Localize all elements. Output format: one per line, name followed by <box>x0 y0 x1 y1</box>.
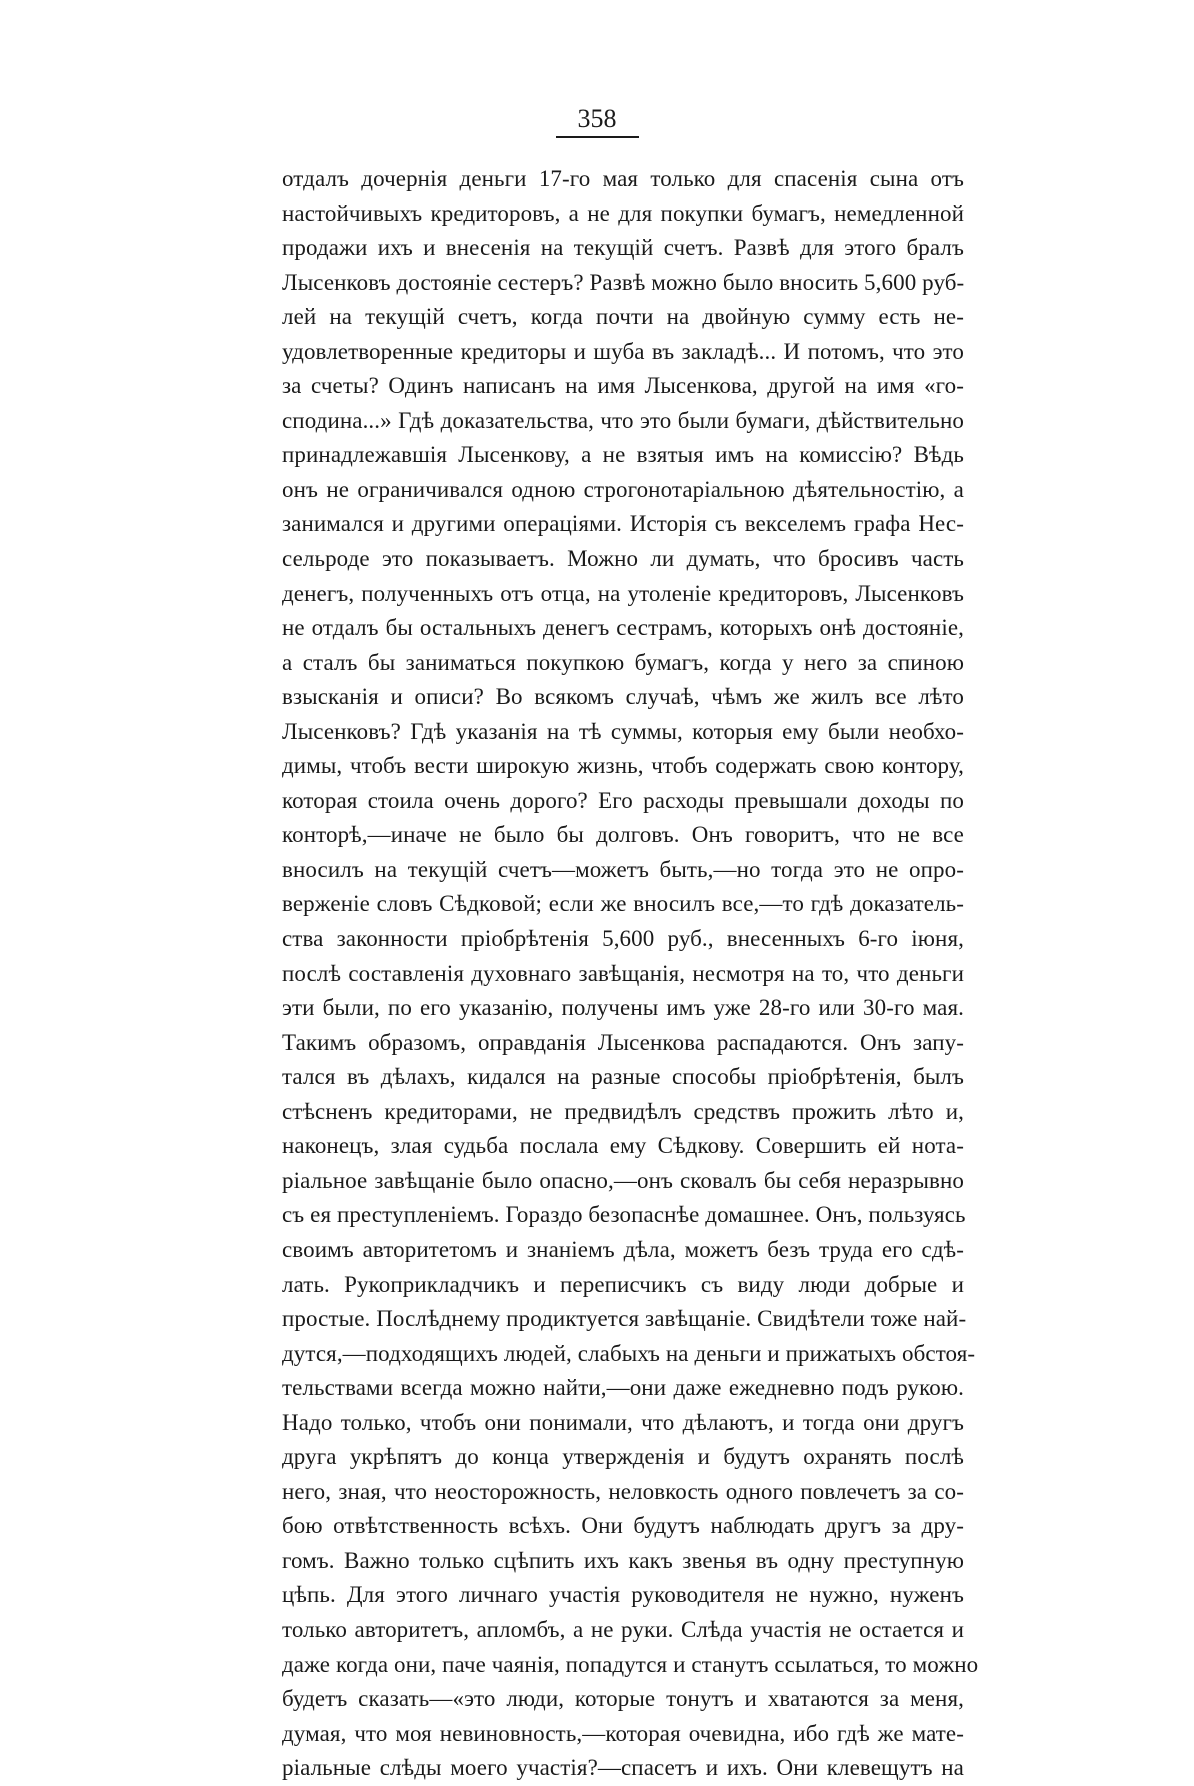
text-line: тельствами всегда можно найти,—они даже ежедневно подъ рукою. <box>282 1375 964 1401</box>
page-number <box>0 104 1194 138</box>
text-line: Надо только, чтобъ они понимали, что дѣлаютъ, и тогда они другъ <box>282 1409 964 1435</box>
text-line: думая, что моя невиновность,—которая очевидна, ибо гдѣ же мате- <box>282 1720 964 1746</box>
text-line: простые. Послѣднему продиктуется завѣщаніе. Свидѣтели тоже най- <box>282 1306 967 1332</box>
text-line: друга укрѣпятъ до конца утвержденія и будутъ охранять послѣ <box>282 1444 964 1470</box>
text-line: ства законности пріобрѣтенія 5,600 руб., внесенныхъ 6-го іюня, <box>282 926 964 952</box>
text-line: только авторитетъ, апломбъ, а не руки. Слѣда участія не остается и <box>282 1616 964 1642</box>
text-line: Такимъ образомъ, оправданія Лысенкова распадаются. Онъ запу- <box>282 1029 964 1055</box>
text-line: лей на текущій счетъ, когда почти на двойную сумму есть не- <box>282 304 964 330</box>
text-line: продажи ихъ и внесенія на текущій счетъ. Развѣ для этого бралъ <box>282 235 964 261</box>
text-line: занимался и другими операціями. Исторія съ векселемъ графа Нес- <box>282 511 964 537</box>
text-line: Лысенковъ достояніе сестеръ? Развѣ можно было вносить 5,600 руб- <box>282 269 965 295</box>
text-line: даже когда они, паче чаянія, попадутся и станутъ ссылаться, то можно <box>282 1651 979 1677</box>
text-line: стѣсненъ кредиторами, не предвидѣлъ средствъ прожить лѣто и, <box>282 1098 964 1124</box>
text-line: вносилъ на текущій счетъ—можетъ быть,—но тогда это не опро- <box>282 856 964 882</box>
text-line: взысканія и описи? Во всякомъ случаѣ, чѣмъ же жилъ все лѣто <box>282 684 964 710</box>
text-line: своимъ авторитетомъ и знаніемъ дѣла, можетъ безъ труда его сдѣ- <box>282 1236 964 1262</box>
text-line: ріальное завѣщаніе было опасно,—онъ сковалъ бы себя неразрывно <box>282 1167 964 1193</box>
text-line: гомъ. Важно только сцѣпить ихъ какъ звенья въ одну преступную <box>282 1547 964 1573</box>
text-line: дутся,—подходящихъ людей, слабыхъ на деньги и прижатыхъ обстоя- <box>282 1340 976 1366</box>
text-line: отдалъ дочернія деньги 17-го мая только для спасенія сына отъ <box>282 166 964 191</box>
text-line: конторѣ,—иначе не было бы долговъ. Онъ говоритъ, что не все <box>282 822 964 848</box>
text-line: настойчивыхъ кредиторовъ, а не для покупки бумагъ, немедленной <box>282 200 964 226</box>
text-line: денегъ, полученныхъ отъ отца, на утоленіе кредиторовъ, Лысенковъ <box>282 580 964 606</box>
text-line: съ ея преступленіемъ. Гораздо безопаснѣе домашнее. Онъ, пользуясь <box>282 1202 966 1228</box>
text-line: послѣ составленія духовнаго завѣщанія, несмотря на то, что деньги <box>282 960 964 986</box>
text-line: эти были, по его указанію, получены имъ уже 28-го или 30-го мая. <box>282 995 964 1021</box>
text-line: наконецъ, злая судьба послала ему Сѣдкову. Совершить ей нота- <box>282 1133 964 1159</box>
text-line: ріальные слѣды моего участія?—спасетъ и ихъ. Они клевещутъ на <box>282 1755 964 1781</box>
text-line: бою отвѣтственность всѣхъ. Они будутъ наблюдать другъ за дру- <box>282 1513 964 1539</box>
text-line: лать. Рукоприкладчикъ и переписчикъ съ виду люди добрые и <box>282 1271 964 1297</box>
text-line: онъ не ограничивался одною строгонотаріальною дѣятельностію, а <box>282 476 964 502</box>
text-line: тался въ дѣлахъ, кидался на разные способы пріобрѣтенія, былъ <box>282 1064 964 1090</box>
text-line: сельроде это показываетъ. Можно ли думать, что бросивъ часть <box>282 546 964 572</box>
text-line: а сталъ бы заниматься покупкою бумагъ, когда у него за спиною <box>282 649 964 675</box>
page-number-text: 358 <box>556 104 639 138</box>
text-line: будетъ сказать—«это люди, которые тонутъ и хватаются за меня, <box>282 1686 964 1712</box>
text-line: сподина...» Гдѣ доказательства, что это были бумаги, дѣйствительно <box>282 407 964 433</box>
text-line: него, зная, что неосторожность, неловкость одного повлечетъ за со- <box>282 1478 964 1504</box>
text-line: верженіе словъ Сѣдковой; если же вносилъ все,—то гдѣ доказатель- <box>282 891 964 917</box>
text-line: цѣпь. Для этого личнаго участія руководителя не нужно, нуженъ <box>282 1582 964 1608</box>
body-text <box>282 162 979 1786</box>
text-line: которая стоила очень дорого? Его расходы превышали доходы по <box>282 787 964 813</box>
text-line: не отдалъ бы остальныхъ денегъ сестрамъ, которыхъ онѣ достояніе, <box>282 615 964 641</box>
text-line: Лысенковъ? Гдѣ указанія на тѣ суммы, которыя ему были необхо- <box>282 718 964 744</box>
text-line: за счеты? Одинъ написанъ на имя Лысенкова, другой на имя «го- <box>282 373 964 399</box>
text-line: димы, чтобъ вести широкую жизнь, чтобъ содержать свою контору, <box>282 753 964 779</box>
text-line: удовлетворенные кредиторы и шуба въ закладѣ... И потомъ, что это <box>282 338 964 364</box>
text-line: принадлежавшія Лысенкову, а не взятыя имъ на комиссію? Вѣдь <box>282 442 964 468</box>
